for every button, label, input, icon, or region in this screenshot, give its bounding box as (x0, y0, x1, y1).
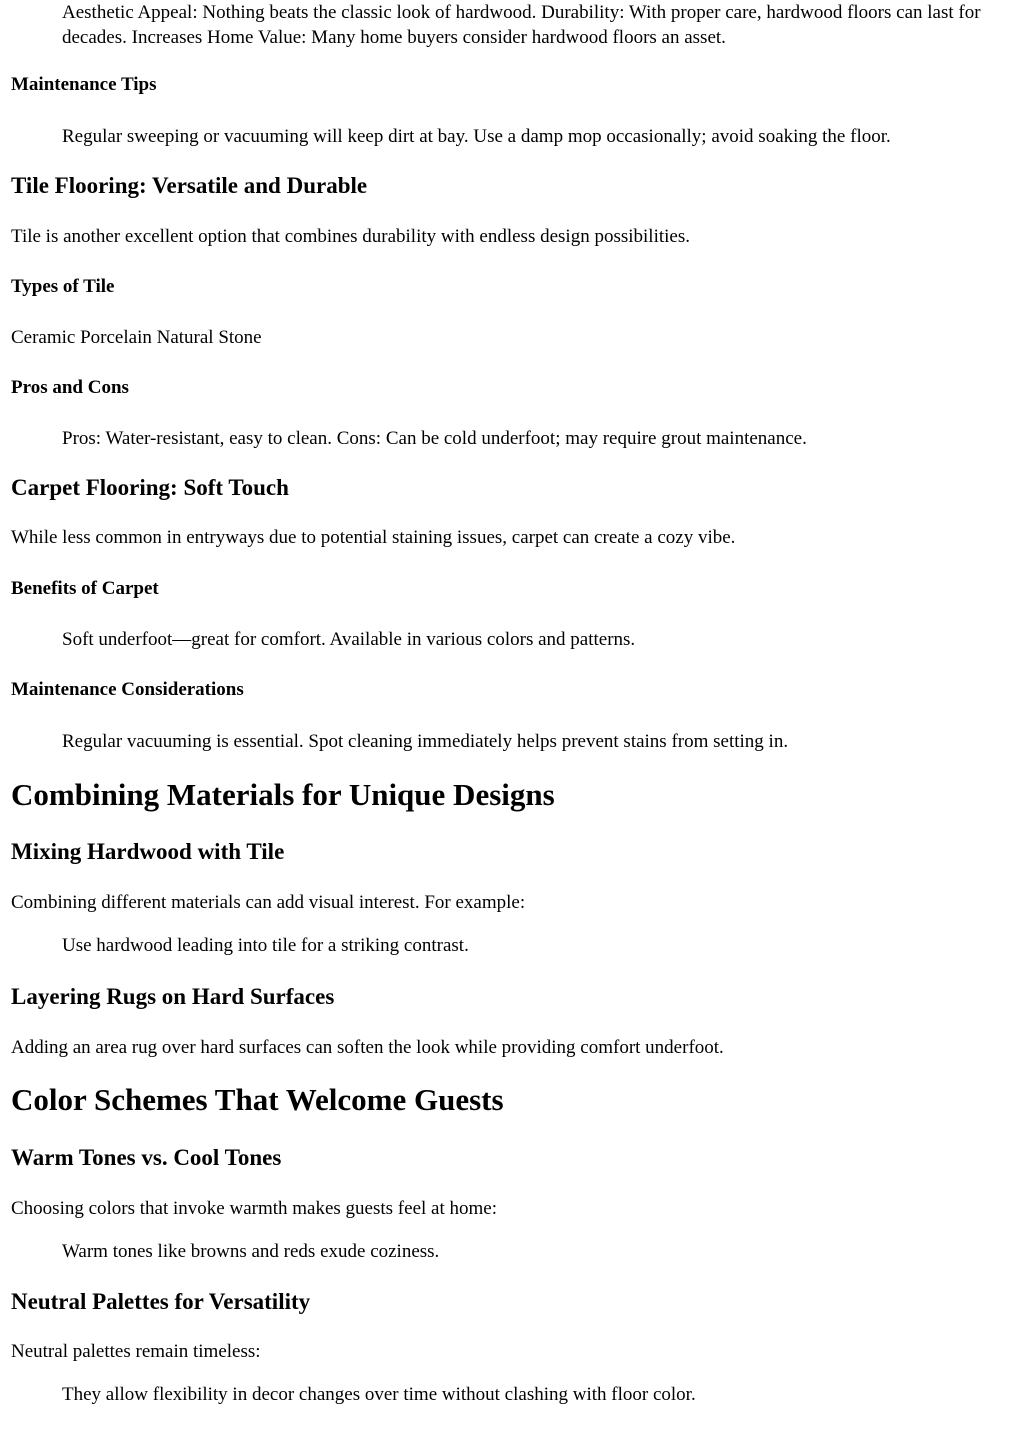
carpet-intro: While less common in entryways due to potential staining issues, carpet can create a cozy vibe. (11, 527, 736, 548)
neutral-text: They allow flexibility in decor changes over time without clashing with floor color. (62, 1384, 696, 1405)
carpet-heading: Carpet Flooring: Soft Touch (11, 475, 289, 500)
warm-heading: Warm Tones vs. Cool Tones (11, 1145, 282, 1170)
carpet-benefits-heading: Benefits of Carpet (11, 578, 159, 599)
tile-intro: Tile is another excellent option that combines durability with endless design possibilities. (11, 226, 690, 247)
tile-heading: Tile Flooring: Versatile and Durable (11, 173, 368, 198)
carpet-maintenance-text: Regular vacuuming is essential. Spot cleaning immediately helps prevent stains from setting in. (62, 731, 789, 752)
colors-heading: Color Schemes That Welcome Guests (11, 1082, 504, 1117)
hardwood-maintenance-heading: Maintenance Tips (11, 74, 157, 95)
tile-types-heading: Types of Tile (11, 276, 115, 297)
tile-pros-cons-heading: Pros and Cons (11, 377, 129, 398)
neutral-heading: Neutral Palettes for Versatility (11, 1289, 311, 1314)
hardwood-maintenance-text: Regular sweeping or vacuuming will keep dirt at bay. Use a damp mop occasionally; avoid soaking the floor. (62, 126, 891, 147)
carpet-maintenance-heading: Maintenance Considerations (11, 679, 244, 700)
tile-pros-cons-text: Pros: Water-resistant, easy to clean. Cons: Can be cold underfoot; may require grout maintenance. (62, 428, 807, 449)
mixing-intro: Combining different materials can add visual interest. For example: (11, 892, 526, 913)
mixing-text: Use hardwood leading into tile for a striking contrast. (62, 935, 469, 956)
warm-intro: Choosing colors that invoke warmth makes guests feel at home: (11, 1198, 497, 1219)
mixing-heading: Mixing Hardwood with Tile (11, 839, 285, 864)
rugs-text: Adding an area rug over hard surfaces can soften the look while providing comfort underfoot. (11, 1037, 724, 1058)
combining-heading: Combining Materials for Unique Designs (11, 777, 555, 812)
tile-types-text: Ceramic Porcelain Natural Stone (11, 327, 262, 348)
carpet-benefits-text: Soft underfoot—great for comfort. Available in various colors and patterns. (62, 629, 636, 650)
warm-text: Warm tones like browns and reds exude coziness. (62, 1241, 440, 1262)
hardwood-benefits-text: Aesthetic Appeal: Nothing beats the classic look of hardwood. Durability: With proper care, hardwood floors can last for decades. Increases Home Value: Many home buyers consider hardwood floors an asset. (62, 2, 981, 48)
neutral-intro: Neutral palettes remain timeless: (11, 1341, 261, 1362)
rugs-heading: Layering Rugs on Hard Surfaces (11, 984, 335, 1009)
